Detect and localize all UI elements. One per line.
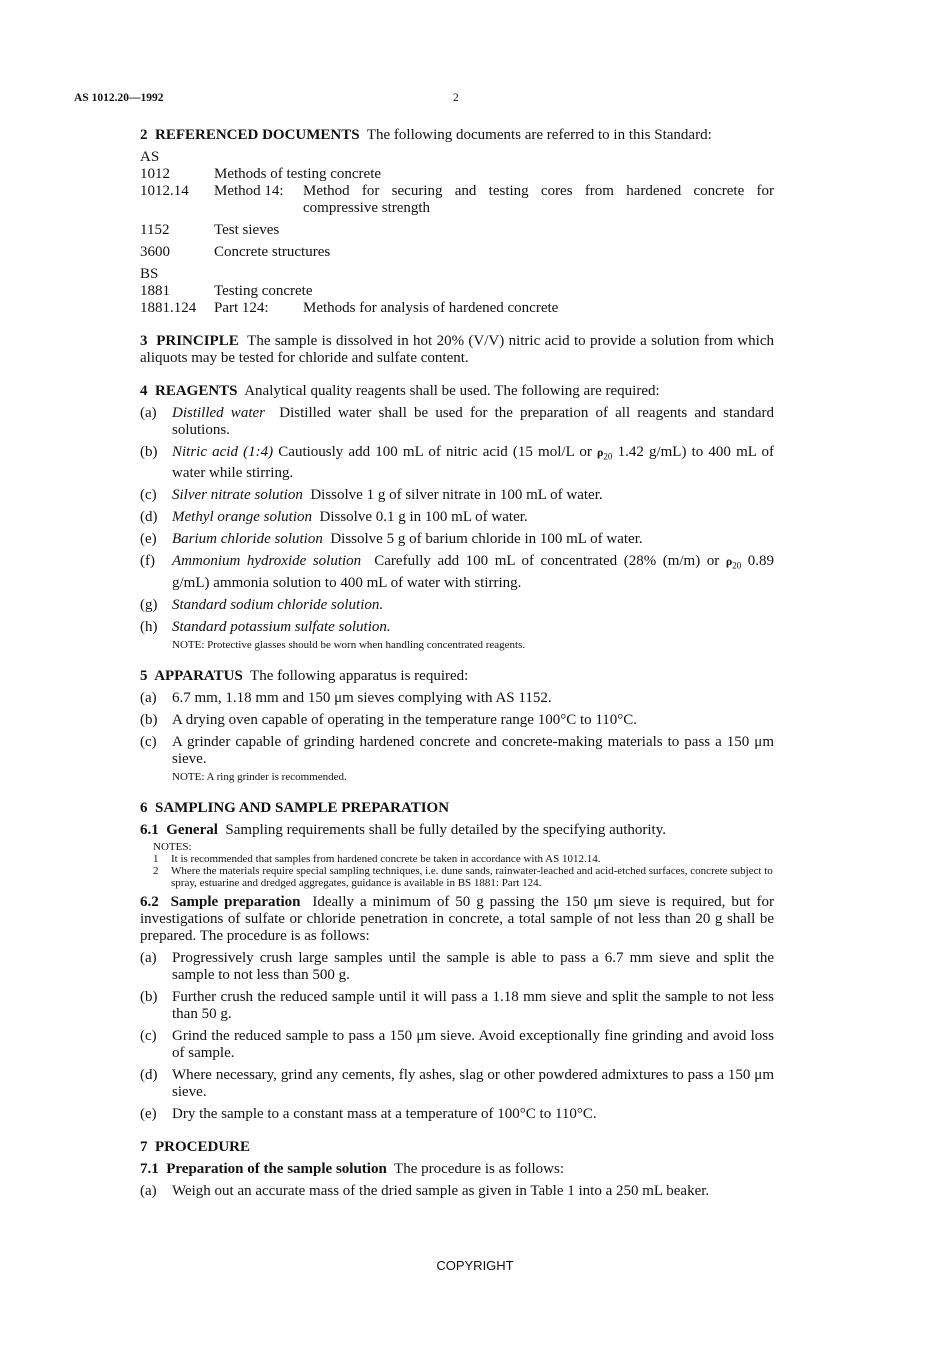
subsection-7-1 xyxy=(140,1161,774,1178)
section-intro: The following documents are referred to in this Standard: xyxy=(366,127,712,143)
reference-row xyxy=(140,222,774,239)
reference-title: Methods of testing concrete xyxy=(214,166,382,182)
list-item xyxy=(140,989,774,1023)
reference-title: Testing concrete xyxy=(214,283,313,299)
list-item xyxy=(140,444,774,482)
item-label: (d) xyxy=(140,1066,158,1083)
section-6-heading xyxy=(140,800,774,817)
note-row xyxy=(153,865,774,889)
item-text: 0.89 g/mL) ammonia solution to 400 mL of water with stirring. xyxy=(172,553,775,591)
item-text: Where necessary, grind any cements, fly ashes, slag or other powdered admixtures to pass a 150 μm sieve. xyxy=(172,1066,774,1100)
item-label: (d) xyxy=(140,509,158,526)
section-7-heading xyxy=(140,1139,774,1156)
item-label: (c) xyxy=(140,1027,157,1044)
item-name: Barium chloride solution xyxy=(172,531,323,548)
reference-part: Part 124: xyxy=(214,300,269,316)
item-label: (a) xyxy=(140,1182,157,1199)
item-text: Carefully add 100 mL of concentrated (28% (m/m) or xyxy=(374,553,720,570)
reference-code: 1152 xyxy=(140,222,170,238)
note-row xyxy=(153,853,774,865)
list-item xyxy=(140,1028,774,1062)
subsection-title: Sample preparation xyxy=(170,893,301,910)
section-5-heading xyxy=(140,668,774,685)
item-label: (c) xyxy=(140,487,157,504)
reference-code: 1881 xyxy=(140,283,170,299)
item-text: Dissolve 5 g of barium chloride in 100 mL of water. xyxy=(330,531,643,548)
list-item xyxy=(140,712,774,729)
item-name: Standard potassium sulfate solution. xyxy=(172,618,391,635)
item-name: Ammonium hydroxide solution xyxy=(172,553,362,570)
item-label: (b) xyxy=(140,988,158,1005)
item-label: (g) xyxy=(140,596,158,613)
reference-title: Concrete structures xyxy=(214,244,331,260)
reference-code: 1881.124 xyxy=(140,300,197,316)
bs-label: BS xyxy=(140,266,159,282)
list-item xyxy=(140,553,774,591)
subsection-6-1 xyxy=(140,822,774,839)
list-item xyxy=(140,619,774,636)
page-number: 2 xyxy=(453,92,459,104)
note: NOTE: A ring grinder is recommended. xyxy=(172,770,347,783)
section-title: PROCEDURE xyxy=(155,1138,251,1155)
item-name: Methyl orange solution xyxy=(172,509,312,526)
notes xyxy=(140,841,774,889)
density-symbol: $\rho_{20}$ xyxy=(596,445,613,462)
section-title: APPARATUS xyxy=(154,667,243,684)
item-text: 6.7 mm, 1.18 mm and 150 μm sieves complying with AS 1152. xyxy=(172,689,552,706)
note-number: 2 xyxy=(153,864,159,877)
item-text: Weigh out an accurate mass of the dried sample as given in Table 1 into a 250 mL beaker. xyxy=(172,1182,710,1199)
section-number: 6 xyxy=(140,799,148,816)
item-label: (a) xyxy=(140,949,157,966)
reference-code: 1012.14 xyxy=(140,183,189,199)
item-name: Silver nitrate solution xyxy=(172,487,303,504)
item-text: A grinder capable of grinding hardened concrete and concrete-making materials to pass a 150 μm sieve. xyxy=(172,733,774,767)
reference-row xyxy=(140,244,774,261)
item-text: A drying oven capable of operating in the temperature range 100°C to 110°C. xyxy=(172,711,638,728)
section-title: REAGENTS xyxy=(155,383,238,399)
item-label: (a) xyxy=(140,689,157,706)
section-number: 2 xyxy=(140,127,148,143)
subsection-title: General xyxy=(166,821,218,838)
item-text: Dry the sample to a constant mass at a temperature of 100°C to 110°C. xyxy=(172,1105,597,1122)
subsection-text: Sampling requirements shall be fully detailed by the specifying authority. xyxy=(225,821,666,838)
subsection-title: Preparation of the sample solution xyxy=(166,1160,387,1177)
section-intro: Analytical quality reagents shall be used. The following are required: xyxy=(244,383,660,399)
item-label: (b) xyxy=(140,444,158,460)
item-text: Dissolve 1 g of silver nitrate in 100 mL of water. xyxy=(310,487,603,504)
section-number: 4 xyxy=(140,383,148,399)
item-name: Distilled water xyxy=(172,405,265,421)
item-label: (f) xyxy=(140,553,155,570)
item-name: Standard sodium chloride solution. xyxy=(172,596,384,613)
list-item xyxy=(140,734,774,768)
item-label: (e) xyxy=(140,1105,157,1122)
list-item xyxy=(140,597,774,614)
item-text: 1.42 g/mL) to 400 mL of water while stirring. xyxy=(172,444,775,482)
item-label: (e) xyxy=(140,531,157,548)
section-intro: The following apparatus is required: xyxy=(250,667,469,684)
item-text: Dissolve 0.1 g in 100 mL of water. xyxy=(319,509,528,526)
section-number: 3 xyxy=(140,333,148,349)
reference-code: 1012 xyxy=(140,166,170,182)
note-text: It is recommended that samples from hardened concrete be taken in accordance with AS 1012.14. xyxy=(171,852,601,865)
document-body xyxy=(140,127,774,1200)
list-item xyxy=(140,405,774,439)
item-name: Nitric acid (1:4) xyxy=(172,444,274,460)
item-label: (a) xyxy=(140,405,157,421)
section-4-heading xyxy=(140,383,774,400)
item-text: Grind the reduced sample to pass a 150 μm sieve. Avoid exceptionally fine grinding and avoid loss of sample. xyxy=(172,1027,774,1061)
section-number: 7 xyxy=(140,1138,148,1155)
item-text: Further crush the reduced sample until it will pass a 1.18 mm sieve and split the sample to not less than 50 g. xyxy=(172,988,774,1022)
section-3 xyxy=(140,333,774,367)
item-text: Cautiously add 100 mL of nitric acid (15 mol/L or xyxy=(278,444,592,460)
reference-part: Method 14: xyxy=(214,183,284,199)
item-text: Progressively crush large samples until the sample is able to pass a 6.7 mm sieve and split the sample to not less than 500 g. xyxy=(172,949,774,983)
header-standard-number: AS 1012.20—1992 xyxy=(74,92,164,104)
list-item xyxy=(140,1183,774,1200)
reference-title: Method for securing and testing cores from hardened concrete for compressive strength xyxy=(303,183,774,216)
note: NOTE: Protective glasses should be worn when handling concentrated reagents. xyxy=(172,638,526,651)
list-item xyxy=(140,509,774,526)
note-number: 1 xyxy=(153,852,159,865)
section-number: 5 xyxy=(140,667,148,684)
section-title: REFERENCED DOCUMENTS xyxy=(155,127,360,143)
list-item xyxy=(140,531,774,548)
section-title: PRINCIPLE xyxy=(156,333,239,349)
item-label: (c) xyxy=(140,733,157,750)
subsection-text: The procedure is as follows: xyxy=(394,1160,564,1177)
subsection-text: Ideally a minimum of 50 g passing the 150 μm sieve is required, but for investigations of sulfate or chloride penetration in concrete, a total sample of not less than 20 g shall be prepared. The procedure is as follows: xyxy=(140,893,774,944)
section-text: The sample is dissolved in hot 20% (V/V) nitric acid to provide a solution from which aliquots may be tested for chloride and sulfate content. xyxy=(140,333,774,366)
subsection-number: 6.2 xyxy=(140,893,159,910)
list-item xyxy=(140,690,774,707)
reference-row xyxy=(140,300,774,317)
item-text: Distilled water shall be used for the preparation of all reagents and standard solutions. xyxy=(172,405,775,438)
list-item xyxy=(140,1067,774,1101)
list-item xyxy=(140,950,774,984)
list-item xyxy=(140,1106,774,1123)
reference-title: Methods for analysis of hardened concrete xyxy=(303,300,559,316)
reference-row xyxy=(140,166,774,183)
reference-code: 3600 xyxy=(140,244,170,260)
note-text: Where the materials require special sampling techniques, i.e. dune sands, rainwater-leached and acid-etched surfaces, concrete subject to spray, estuarine and dredged aggregates, guidance is available in BS 1881: Part 124. xyxy=(171,864,773,889)
as-label: AS xyxy=(140,149,160,165)
copyright-footer: COPYRIGHT xyxy=(436,1258,514,1273)
list-item xyxy=(140,487,774,504)
item-label: (h) xyxy=(140,618,158,635)
density-symbol: $\rho_{20}$ xyxy=(725,554,742,571)
section-title: SAMPLING AND SAMPLE PREPARATION xyxy=(155,799,450,816)
section-2-heading xyxy=(140,127,774,144)
reference-row xyxy=(140,283,774,300)
reference-row xyxy=(140,183,774,217)
subsection-number: 6.1 xyxy=(140,821,159,838)
subsection-number: 7.1 xyxy=(140,1160,159,1177)
subsection-6-2 xyxy=(140,894,774,945)
reference-title: Test sieves xyxy=(214,222,280,238)
notes-label: NOTES: xyxy=(153,840,192,853)
item-label: (b) xyxy=(140,711,158,728)
